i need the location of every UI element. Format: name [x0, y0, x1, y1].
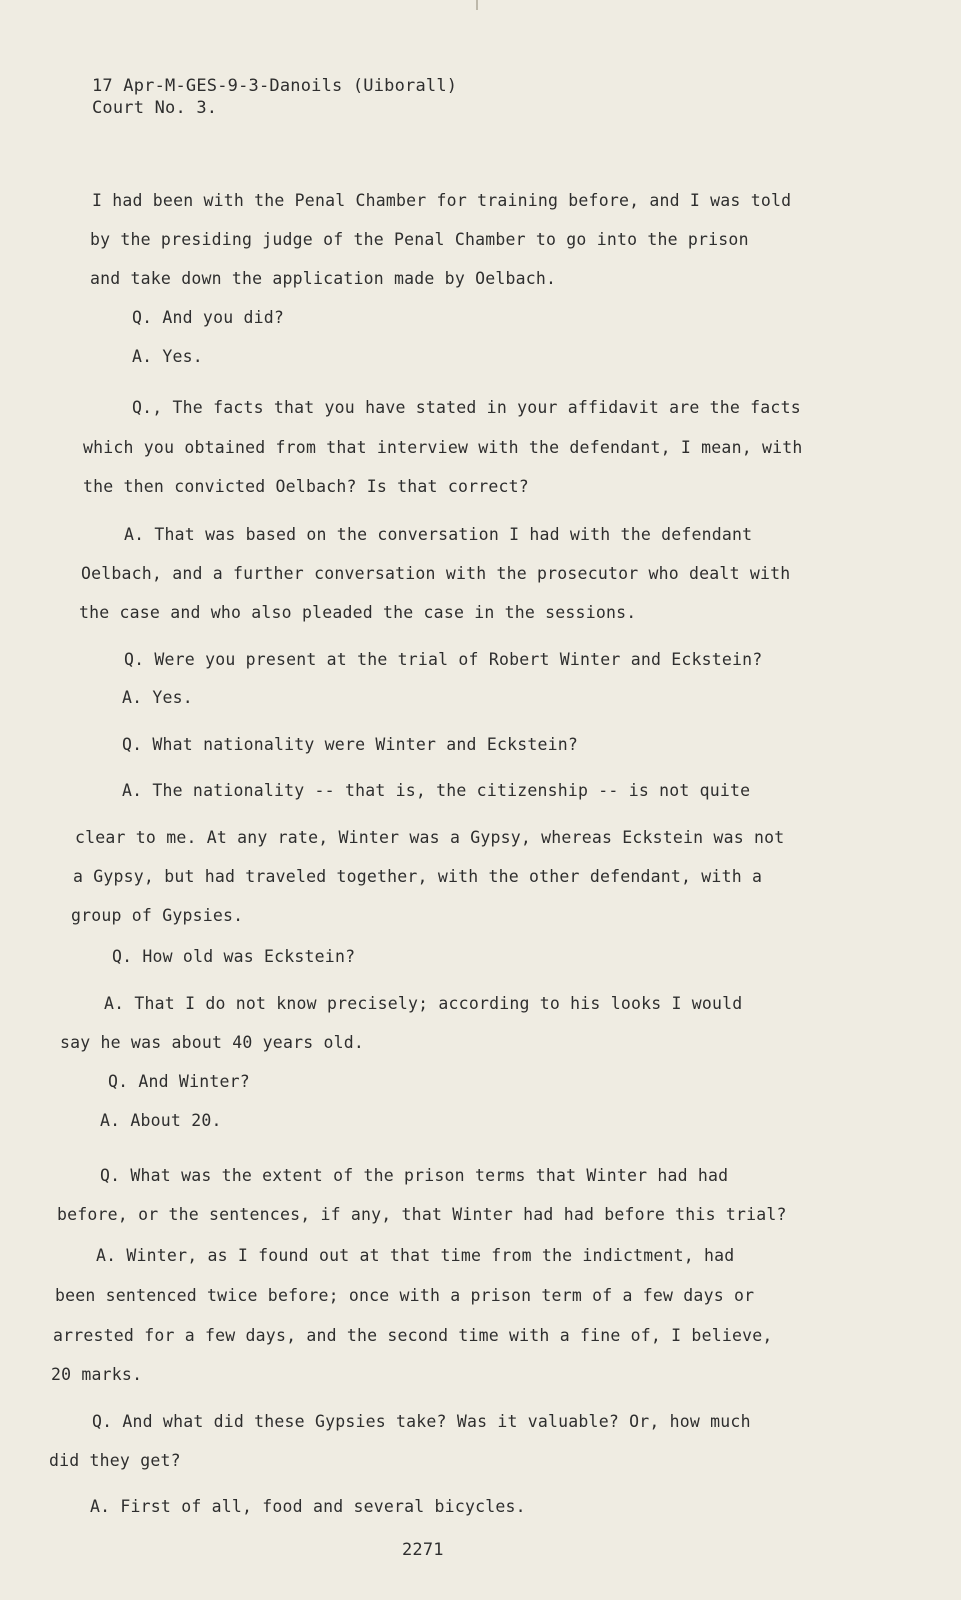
- page-edge-mark: [476, 0, 478, 10]
- question-line: Q. And Winter?: [108, 1072, 250, 1091]
- text-line: before, or the sentences, if any, that Winter had had before this trial?: [57, 1205, 787, 1224]
- answer-line: A. Yes.: [132, 347, 203, 366]
- page-number: 2271: [402, 1540, 444, 1560]
- text-line: by the presiding judge of the Penal Chamber to go into the prison: [90, 230, 749, 249]
- text-line: clear to me. At any rate, Winter was a Gypsy, whereas Eckstein was not: [75, 828, 785, 847]
- answer-line: A. First of all, food and several bicycles.: [90, 1497, 526, 1516]
- question-line: Q. How old was Eckstein?: [112, 947, 356, 966]
- text-line: which you obtained from that interview with the defendant, I mean, with: [83, 438, 803, 457]
- text-line: and take down the application made by Oelbach.: [90, 269, 557, 288]
- answer-line: A. Yes.: [122, 688, 193, 707]
- text-line: group of Gypsies.: [71, 906, 244, 925]
- text-line: Oelbach, and a further conversation with the prosecutor who dealt with: [81, 564, 791, 583]
- header-case-line: 17 Apr-M-GES-9-3-Danoils (Uiborall): [92, 76, 458, 96]
- text-line: say he was about 40 years old.: [60, 1033, 365, 1052]
- question-line: Q., The facts that you have stated in your affidavit are the facts: [132, 398, 801, 417]
- text-line: arrested for a few days, and the second time with a fine of, I believe,: [53, 1326, 773, 1345]
- question-line: Q. What was the extent of the prison terms that Winter had had: [100, 1166, 729, 1185]
- question-line: Q. Were you present at the trial of Robert Winter and Eckstein?: [124, 650, 763, 669]
- question-line: Q. What nationality were Winter and Eckstein?: [122, 735, 579, 754]
- text-line: did they get?: [49, 1451, 181, 1470]
- text-line: I had been with the Penal Chamber for training before, and I was told: [92, 191, 792, 210]
- answer-line: A. Winter, as I found out at that time from the indictment, had: [96, 1246, 735, 1265]
- text-line: 20 marks.: [51, 1365, 143, 1384]
- answer-line: A. About 20.: [100, 1111, 222, 1130]
- question-line: Q. And what did these Gypsies take? Was it valuable? Or, how much: [92, 1412, 751, 1431]
- answer-line: A. The nationality -- that is, the citizenship -- is not quite: [122, 781, 751, 800]
- answer-line: A. That I do not know precisely; according to his looks I would: [104, 994, 743, 1013]
- answer-line: A. That was based on the conversation I had with the defendant: [124, 525, 753, 544]
- text-line: been sentenced twice before; once with a prison term of a few days or: [55, 1286, 755, 1305]
- question-line: Q. And you did?: [132, 308, 285, 327]
- text-line: the case and who also pleaded the case in the sessions.: [79, 603, 637, 622]
- header-court-line: Court No. 3.: [92, 98, 218, 118]
- text-line: the then convicted Oelbach? Is that correct?: [83, 477, 529, 496]
- text-line: a Gypsy, but had traveled together, with the other defendant, with a: [73, 867, 763, 886]
